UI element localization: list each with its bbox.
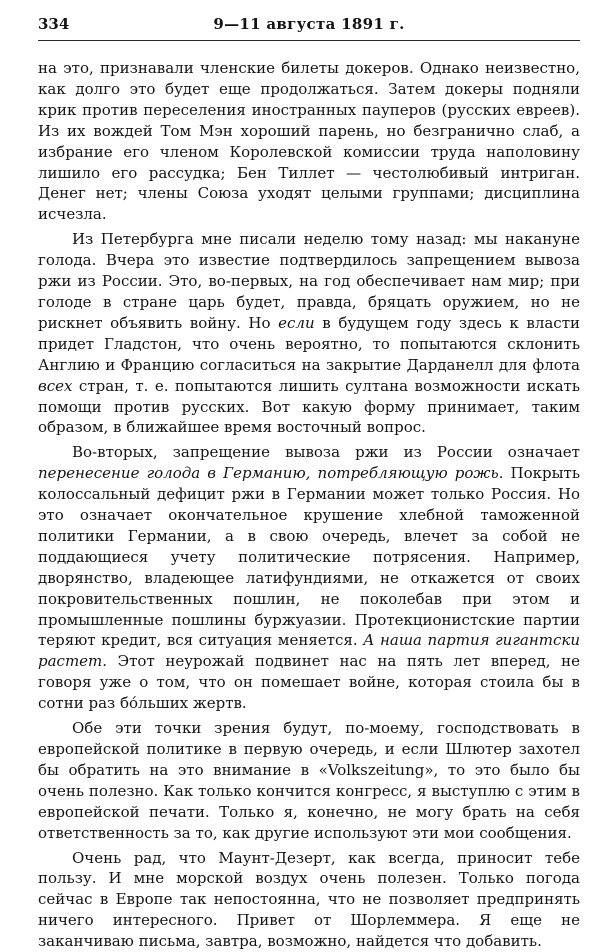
text-run: . Покрыть колоссальный дефицит ржи в Германии может только Россия. Но это означает окончательное крушение хлебной таможенной политики Германии, а в свою очередь, влечет за собой не поддающиеся учету политические потрясения. Например, дворянство, владеющее латифундиями, не откажется от своих покровительственных пошлин, не поколебав при этом и промышленные пошлины буржуазии. Протекционистские партии теряют кредит, вся ситуация меняется. (38, 464, 580, 650)
italic-run: если (278, 313, 315, 332)
text-run: на это, признавали членские билеты докеров. Однако неизвестно, как долго это будет еще продолжаться. Затем докеры подняли крик против переселения иностранных пауперов (русских евреев). Из их вождей Том Мэн хороший парень, но безгранично слаб, а избрание его членом Королевской комиссии труда наполовину лишило его рассудка; Бен Тиллет — честолюбивый интриган. Денег нет; члены Союза уходят целыми группами; дисциплина исчезла. (38, 59, 580, 224)
italic-run: А наша партия гигантски растет. (38, 631, 580, 671)
running-head (38, 15, 580, 41)
running-title: 9—11 августа 1891 г. (213, 15, 405, 33)
paragraph (38, 229, 580, 438)
letter-text (38, 58, 580, 952)
paragraph (38, 58, 580, 225)
text-run: Во-вторых, запрещение вывоза ржи из России означает (72, 443, 580, 462)
paragraph (38, 848, 580, 952)
text-run: стран, т. е. попытаются лишить султана возможности искать помощи против русских. Вот какую форму принимает, таким образом, в ближайшее время восточный вопрос. (38, 376, 580, 437)
text-run: Обе эти точки зрения будут, по-моему, господствовать в европейской политике в первую очередь, и если Шлютер захотел бы обратить на это внимание в «Volkszeitung», то это было бы очень полезно. Как только кончится конгресс, я выступлю с этим в европейской печати. Только я, конечно, не могу брать на себя ответственность за то, как другие используют эти мои сообщения. (38, 719, 580, 842)
header-rule (38, 40, 580, 41)
text-run: Очень рад, что Маунт-Дезерт, как всегда, приносит тебе пользу. И мне морской воздух очень полезен. Только погода сейчас в Европе так непостоянна, что не позволяет предпринять ничего интересного. Привет от Шорлеммера. Я еще не заканчиваю письма, завтра, возможно, найдется что добавить. (38, 848, 580, 951)
text-run: в будущем году здесь к власти придет Гладстон, что очень вероятно, то попытаются склонить Англию и Францию согласиться на закрытие Дарданелл для флота (38, 313, 580, 374)
page-number: 334 (38, 15, 70, 33)
paragraph (38, 442, 580, 714)
italic-run: перенесение голода в Германию, потребляющую рожь (38, 464, 499, 483)
paragraph (38, 718, 580, 843)
italic-run: всех (38, 376, 73, 395)
text-run: Из Петербурга мне писали неделю тому назад: мы накануне голода. Вчера это известие подтвердилось запрещением вывоза ржи из России. Это, во-первых, на год обеспечивает нам мир; при голоде в стране царь будет, правда, бряцать оружием, но не рискнет объявить войну. Но (38, 230, 580, 332)
text-run: Этот неурожай подвинет нас на пять лет вперед, не говоря уже о том, что он помешает войне, которая стоила бы в сотни раз бо́льших жертв. (38, 652, 580, 713)
